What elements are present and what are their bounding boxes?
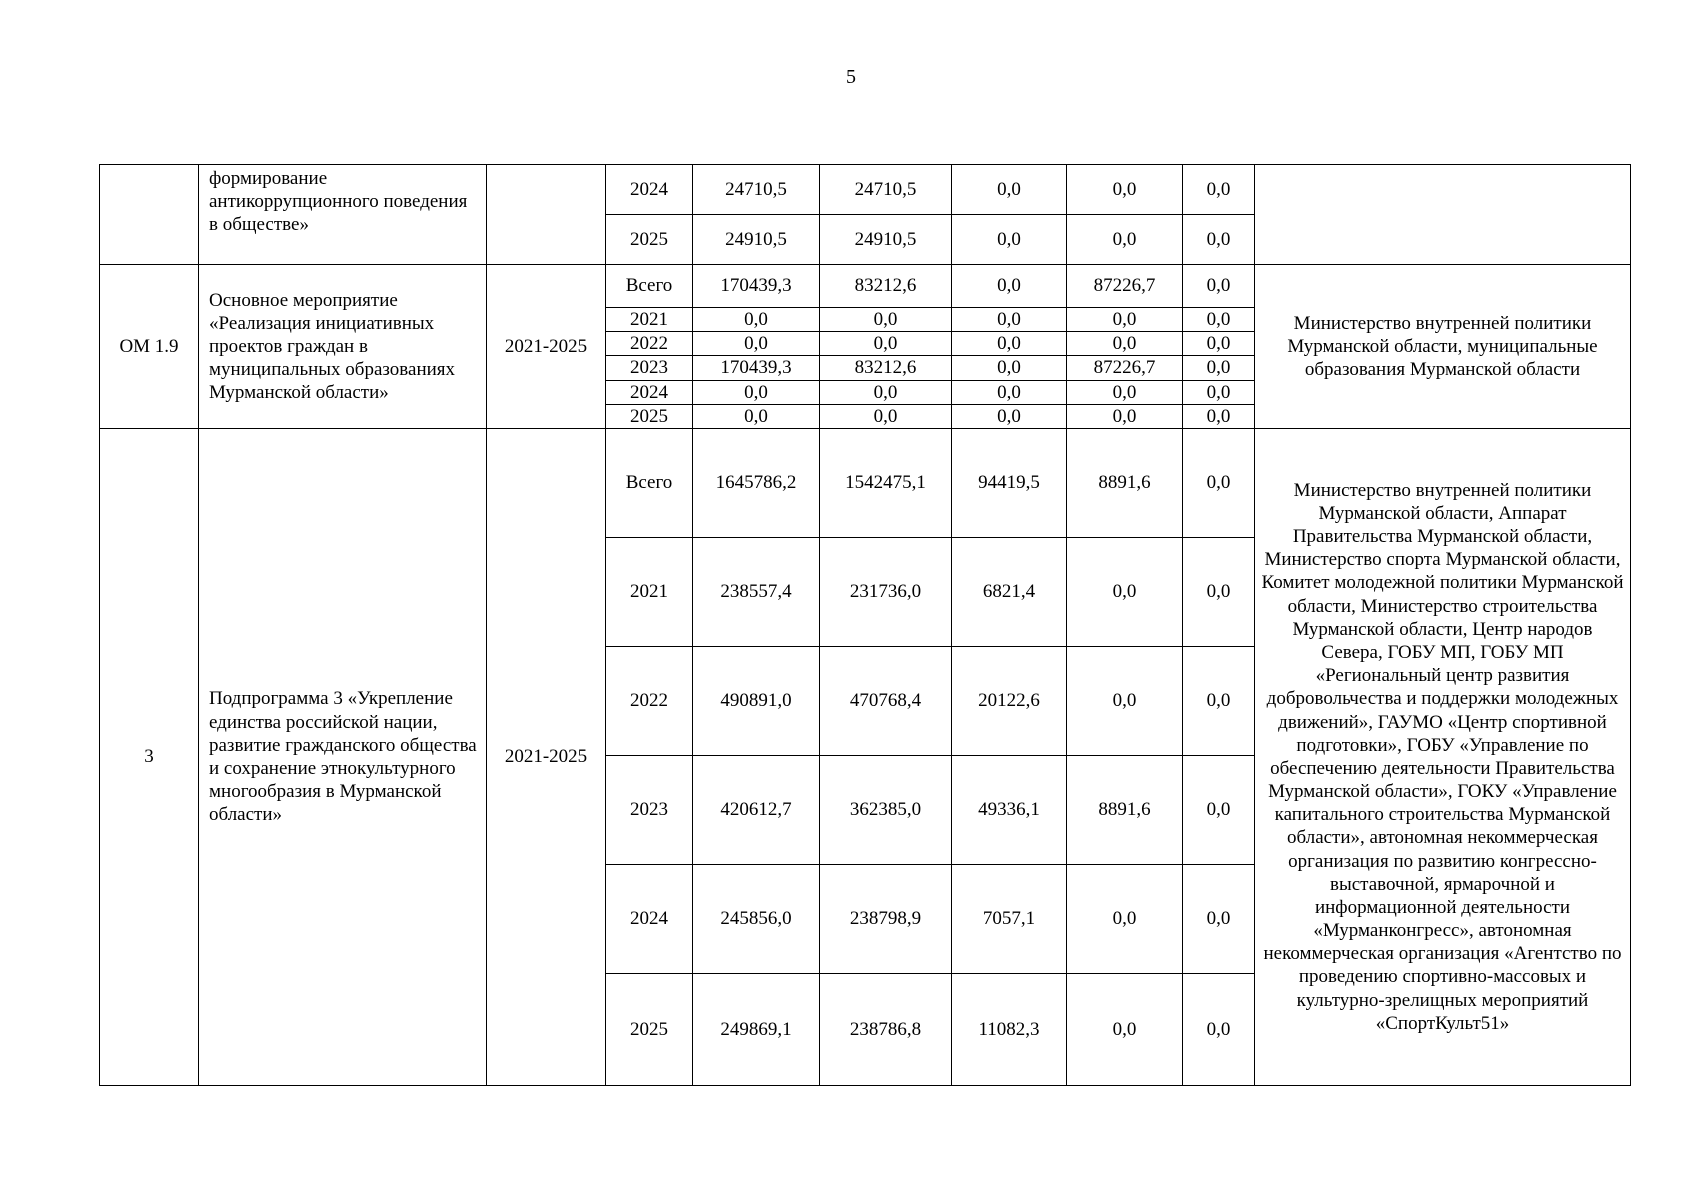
local-cell: 0,0 xyxy=(1067,165,1183,215)
local-cell: 87226,7 xyxy=(1067,265,1183,308)
row-name-cell: Подпрограмма 3 «Укрепление единства российской нации, развитие гражданского общества и сохранение этнокультурного многообразия в Мурманской области» xyxy=(199,428,487,1085)
local-cell: 0,0 xyxy=(1067,380,1183,404)
regional-cell: 0,0 xyxy=(820,380,952,404)
row-code-cell: 3 xyxy=(100,428,199,1085)
local-cell: 0,0 xyxy=(1067,864,1183,973)
federal-cell: 6821,4 xyxy=(952,537,1067,646)
year-cell: 2023 xyxy=(606,755,693,864)
other-cell: 0,0 xyxy=(1183,428,1255,537)
year-cell: 2024 xyxy=(606,380,693,404)
regional-cell: 24910,5 xyxy=(820,215,952,265)
year-cell: 2024 xyxy=(606,165,693,215)
other-cell: 0,0 xyxy=(1183,332,1255,356)
regional-cell: 231736,0 xyxy=(820,537,952,646)
total-cell: 24910,5 xyxy=(693,215,820,265)
responsible-cell: Министерство внутренней политики Мурманской области, муниципальные образования Мурманской области xyxy=(1255,265,1631,429)
year-cell: 2021 xyxy=(606,537,693,646)
local-cell: 8891,6 xyxy=(1067,428,1183,537)
total-cell: 1645786,2 xyxy=(693,428,820,537)
year-cell: 2025 xyxy=(606,973,693,1085)
total-cell: 0,0 xyxy=(693,380,820,404)
total-cell: 170439,3 xyxy=(693,265,820,308)
regional-cell: 0,0 xyxy=(820,332,952,356)
other-cell: 0,0 xyxy=(1183,356,1255,380)
local-cell: 0,0 xyxy=(1067,332,1183,356)
local-cell: 0,0 xyxy=(1067,404,1183,428)
year-cell: 2022 xyxy=(606,646,693,755)
total-cell: 0,0 xyxy=(693,404,820,428)
federal-cell: 0,0 xyxy=(952,404,1067,428)
total-cell: 245856,0 xyxy=(693,864,820,973)
other-cell: 0,0 xyxy=(1183,380,1255,404)
other-cell: 0,0 xyxy=(1183,165,1255,215)
federal-cell: 7057,1 xyxy=(952,864,1067,973)
other-cell: 0,0 xyxy=(1183,265,1255,308)
local-cell: 0,0 xyxy=(1067,646,1183,755)
regional-cell: 362385,0 xyxy=(820,755,952,864)
regional-cell: 1542475,1 xyxy=(820,428,952,537)
total-cell: 490891,0 xyxy=(693,646,820,755)
year-cell: 2025 xyxy=(606,215,693,265)
page-number: 5 xyxy=(846,66,856,88)
year-cell: Всего xyxy=(606,265,693,308)
federal-cell: 0,0 xyxy=(952,332,1067,356)
federal-cell: 0,0 xyxy=(952,265,1067,308)
total-cell: 24710,5 xyxy=(693,165,820,215)
table-row xyxy=(100,428,1631,537)
other-cell: 0,0 xyxy=(1183,215,1255,265)
budget-table xyxy=(99,164,1631,1086)
other-cell: 0,0 xyxy=(1183,973,1255,1085)
responsible-cell xyxy=(1255,165,1631,265)
year-cell: 2025 xyxy=(606,404,693,428)
federal-cell: 0,0 xyxy=(952,308,1067,332)
year-cell: 2024 xyxy=(606,864,693,973)
year-cell: Всего xyxy=(606,428,693,537)
row-period-cell xyxy=(487,165,606,265)
table-row xyxy=(100,165,1631,215)
federal-cell: 0,0 xyxy=(952,165,1067,215)
other-cell: 0,0 xyxy=(1183,646,1255,755)
row-code-cell: ОМ 1.9 xyxy=(100,265,199,429)
regional-cell: 83212,6 xyxy=(820,356,952,380)
responsible-cell: Министерство внутренней политики Мурманской области, Аппарат Правительства Мурманской области, Министерство спорта Мурманской области, Комитет молодежной политики Мурманской области, Министерство строительства Мурманской области, Центр народов Севера, ГОБУ МП, ГОБУ МП «Региональный центр развития добровольчества и поддержки молодежных движений», ГАУМО «Центр спортивной подготовки», ГОБУ «Управление по обеспечению деятельности Правительства Мурманской области», ГОКУ «Управление капитального строительства Мурманской области», автономная некоммерческая организация по развитию конгрессно-выставочной, ярмарочной и информационной деятельности «Мурманконгресс», автономная некоммерческая организация «Агентство по проведению спортивно-массовых и культурно-зрелищных мероприятий «СпортКульт51» xyxy=(1255,428,1631,1085)
year-cell: 2021 xyxy=(606,308,693,332)
federal-cell: 0,0 xyxy=(952,356,1067,380)
regional-cell: 0,0 xyxy=(820,308,952,332)
other-cell: 0,0 xyxy=(1183,864,1255,973)
row-period-cell: 2021-2025 xyxy=(487,428,606,1085)
regional-cell: 83212,6 xyxy=(820,265,952,308)
total-cell: 170439,3 xyxy=(693,356,820,380)
row-name-cell: формирование антикоррупционного поведения в обществе» xyxy=(199,165,487,265)
row-code-cell xyxy=(100,165,199,265)
regional-cell: 238786,8 xyxy=(820,973,952,1085)
regional-cell: 0,0 xyxy=(820,404,952,428)
federal-cell: 0,0 xyxy=(952,215,1067,265)
table-row xyxy=(100,265,1631,308)
total-cell: 0,0 xyxy=(693,308,820,332)
other-cell: 0,0 xyxy=(1183,308,1255,332)
total-cell: 249869,1 xyxy=(693,973,820,1085)
local-cell: 0,0 xyxy=(1067,537,1183,646)
federal-cell: 11082,3 xyxy=(952,973,1067,1085)
row-period-cell: 2021-2025 xyxy=(487,265,606,429)
total-cell: 0,0 xyxy=(693,332,820,356)
total-cell: 420612,7 xyxy=(693,755,820,864)
total-cell: 238557,4 xyxy=(693,537,820,646)
regional-cell: 24710,5 xyxy=(820,165,952,215)
local-cell: 0,0 xyxy=(1067,215,1183,265)
year-cell: 2023 xyxy=(606,356,693,380)
federal-cell: 20122,6 xyxy=(952,646,1067,755)
row-name-cell: Основное мероприятие «Реализация инициативных проектов граждан в муниципальных образованиях Мурманской области» xyxy=(199,265,487,429)
local-cell: 0,0 xyxy=(1067,308,1183,332)
year-cell: 2022 xyxy=(606,332,693,356)
federal-cell: 49336,1 xyxy=(952,755,1067,864)
local-cell: 0,0 xyxy=(1067,973,1183,1085)
other-cell: 0,0 xyxy=(1183,537,1255,646)
local-cell: 87226,7 xyxy=(1067,356,1183,380)
regional-cell: 470768,4 xyxy=(820,646,952,755)
local-cell: 8891,6 xyxy=(1067,755,1183,864)
federal-cell: 94419,5 xyxy=(952,428,1067,537)
other-cell: 0,0 xyxy=(1183,755,1255,864)
regional-cell: 238798,9 xyxy=(820,864,952,973)
federal-cell: 0,0 xyxy=(952,380,1067,404)
other-cell: 0,0 xyxy=(1183,404,1255,428)
